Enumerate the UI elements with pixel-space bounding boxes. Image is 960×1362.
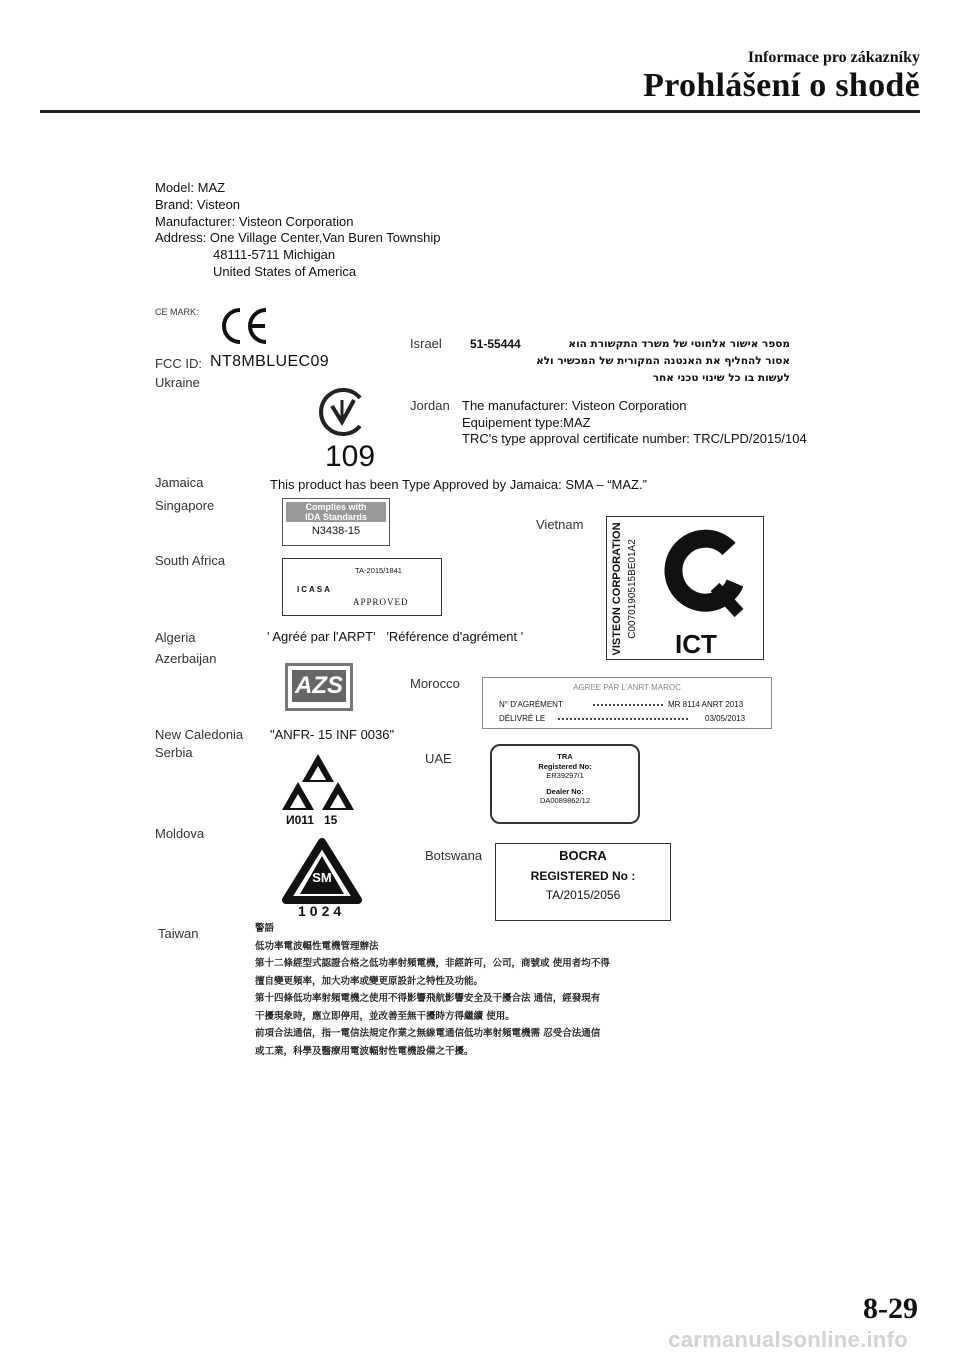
algeria-text: ' Agréé par l'ARPT' 'Référence d'agrément ' <box>267 629 524 644</box>
ma-date-label: DÉLIVRÉ LE <box>499 714 546 723</box>
spec-address-3: United States of America <box>213 263 357 279</box>
tw-line-6: 前項合法通信，指一電信法規定作業之無線電通信低功率射頻電機需 忍受合法通信 <box>255 1028 601 1039</box>
country-new-caledonia: New Caledonia <box>155 727 244 742</box>
jamaica-text: This product has been Type Approved by Jamaica: SMA – “MAZ.” <box>270 477 647 492</box>
vn-code: C0070190515BE01A2 <box>627 539 638 639</box>
country-botswana: Botswana <box>425 848 483 863</box>
spec-address: Address: One Village Center,Van Buren Township <box>155 230 441 246</box>
spec-manufacturer: Manufacturer: Visteon Corporation <box>155 213 354 229</box>
sg-line-2: IDA Standards <box>286 512 386 522</box>
jordan-line-1: The manufacturer: Visteon Corporation <box>462 398 687 413</box>
tw-line-5: 干擾現象時，應立即停用，並改善至無干擾時方得繼續 使用。 <box>255 1010 515 1022</box>
country-ukraine: Ukraine <box>155 375 200 390</box>
country-azerbaijan: Azerbaijan <box>155 651 217 666</box>
icasa-approved: APPROVED <box>353 597 409 607</box>
uae-tra-label <box>490 744 640 824</box>
ce-label: CE MARK: <box>155 307 199 317</box>
tw-line-7: 或工業，科學及醫療用電波輻射性電機設備之干擾。 <box>255 1045 474 1057</box>
fcc-label: FCC ID: <box>155 356 202 371</box>
ma-dots-1 <box>593 704 663 706</box>
ma-dots-2 <box>558 718 688 720</box>
tw-line-0: 警語 <box>255 923 275 934</box>
device-spec <box>155 180 440 281</box>
svg-text:SM: SM <box>312 870 332 885</box>
bocra-number: TA/2015/2056 <box>545 888 621 902</box>
uae-reg: Registered No: <box>538 761 592 771</box>
icasa-label <box>282 558 442 616</box>
ma-header: AGREE PAR L'ANRT MAROC <box>573 683 681 692</box>
vn-ict: ICT <box>675 629 717 659</box>
vietnam-ict-label <box>606 516 764 660</box>
country-jamaica: Jamaica <box>155 475 204 490</box>
ma-no-label: N° D'AGRÉMENT <box>499 700 563 709</box>
jordan-line-3: TRC's type approval certificate number: TRC/LPD/2015/104 <box>462 431 807 446</box>
sg-line-1: Complies with <box>286 502 386 512</box>
jordan-text <box>462 398 807 448</box>
spec-model: Model: MAZ <box>155 180 226 195</box>
taiwan-notice <box>255 920 695 1060</box>
ukraine-number: 109 <box>325 440 376 473</box>
moldova-sm-icon <box>282 838 362 904</box>
country-taiwan: Taiwan <box>158 926 199 941</box>
ma-date-value: 03/05/2013 <box>705 714 746 723</box>
section-title: Informace pro zákazníky <box>747 49 920 66</box>
spec-address-2: 48111-5711 Michigan <box>213 247 336 263</box>
bocra-title: BOCRA <box>559 848 607 863</box>
country-jordan: Jordan <box>410 398 450 413</box>
footer-url[interactable]: carmanualsonline.info <box>668 1327 908 1352</box>
tw-line-1: 低功率電波輻性電機管理辦法 <box>255 940 379 952</box>
azs-mark <box>285 663 353 711</box>
uae-dealer: Dealer No: <box>546 786 584 796</box>
header-rule <box>40 110 920 113</box>
bocra-registered: REGISTERED No : <box>530 869 636 883</box>
anrt-label <box>482 677 772 729</box>
moldova-number: 1024 <box>298 903 346 919</box>
icasa-number: TA-2015/1841 <box>355 566 402 575</box>
ukraine-conformity-icon <box>314 384 370 440</box>
sg-number: N3438-15 <box>311 525 361 537</box>
spec-brand: Brand: Visteon <box>155 196 241 212</box>
page-title: Prohlášení o shodě <box>643 67 920 104</box>
country-serbia: Serbia <box>155 745 193 760</box>
nc-text: "ANFR- 15 INF 0036" <box>270 727 395 742</box>
country-morocco: Morocco <box>410 676 460 691</box>
israel-number: 51-55444 <box>470 337 521 351</box>
country-israel: Israel <box>410 336 442 351</box>
uae-dealer-value: DA0089862/12 <box>539 796 591 805</box>
jordan-line-2: Equipement type:MAZ <box>462 414 591 430</box>
country-south-africa: South Africa <box>155 553 226 568</box>
singapore-ida-label <box>282 498 390 546</box>
tw-line-3: 擅自變更頻率，加大功率或變更原設計之特性及功能。 <box>255 975 484 987</box>
serbia-number: И011 15 <box>286 813 338 827</box>
tw-line-2: 第十二條經型式認證合格之低功率射頻電機，非經許可，公司，商號或 使用者均不得 <box>255 958 610 969</box>
israel-text <box>450 336 790 387</box>
uae-tra: TRA <box>557 752 573 761</box>
vietnam-ict-icon <box>659 525 751 617</box>
country-uae: UAE <box>425 751 452 766</box>
ce-mark-icon <box>218 306 270 346</box>
vn-corp: VISTEON CORPORATION <box>611 522 623 656</box>
israel-line-2: אסור להחליף את האנטנה המקורית של המכשיר ולא <box>536 355 790 367</box>
fcc-id: NT8MBLUEC09 <box>210 353 330 370</box>
country-algeria: Algeria <box>155 630 196 645</box>
bocra-label <box>495 843 671 921</box>
israel-line-1: מספר אישור אלחוטי של משרד התקשורת הוא <box>568 338 790 350</box>
tw-line-4: 第十四條低功率射頻電機之使用不得影響飛航影響安全及干擾合法 通信，經發現有 <box>255 993 601 1004</box>
country-singapore: Singapore <box>155 498 215 513</box>
page-number: 8-29 <box>863 1292 918 1325</box>
serbia-triangles-icon <box>278 752 358 812</box>
country-vietnam: Vietnam <box>536 517 584 532</box>
icasa-logo: ICASA <box>297 585 332 594</box>
uae-reg-value: ER39297/1 <box>546 771 584 780</box>
azs-text: AZS <box>292 670 346 702</box>
country-moldova: Moldova <box>155 826 205 841</box>
ma-no-value: MR 8114 ANRT 2013 <box>668 700 744 709</box>
israel-line-3: לעשות בו כל שינוי טכני אחר <box>652 372 790 384</box>
